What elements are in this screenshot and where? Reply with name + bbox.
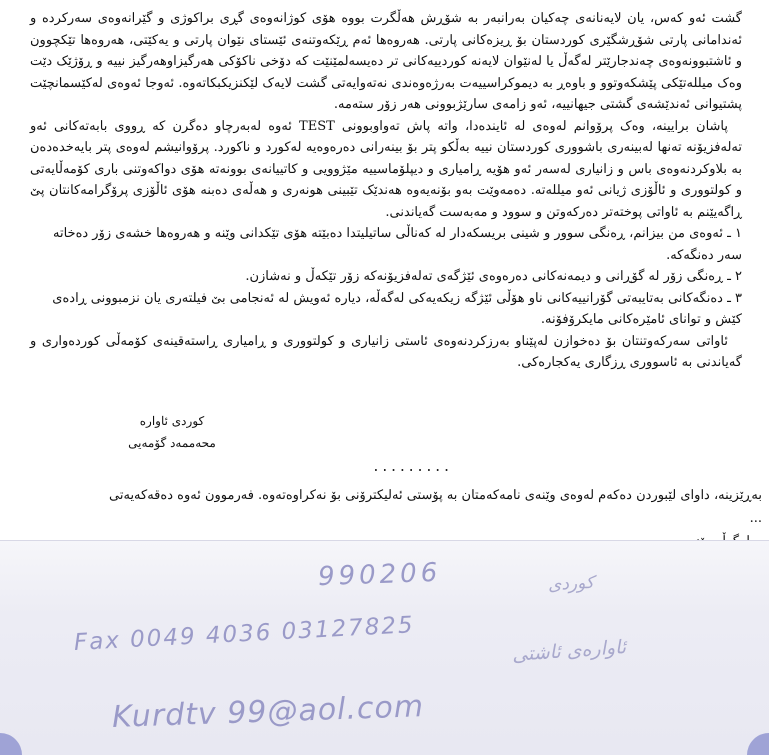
letter-paragraph-1: گشت ئەو کەس، یان لایەنانەی چەکیان بەرانبەر بە شۆڕش هەڵگرت بووە هۆی کوژانەوەی گڕی براکوژی و گێرانەوەی سەرکردە و ئەندامانی پارتی شۆڕشگێری کوردستان بۆ ڕیزەکانی پارتی. هەروەها ئەم ڕێکەوتنەی ئێستای نێوان پارتی و یەکێتی، هەروەها تێکچوون و ئاشتبوونەوەی چەندجارێتر لەگەڵ یا لەنێوان لایەنە کوردییەکانی تر دەیسەلمێنێت کە دۆخی ناکۆکی هەرگیزاوهەرگیز نییە و ڕۆژێک دێت وەک میللەتێکی پێشکەوتوو و باوەڕ بە دیموکراسییەت بەرژەوەندی نەتەوایەتی گشت لایەک لێکنزیکبکاتەوە. ئەوجا ئەوەی لەکێسمانچێت پشتیوانی ئەندێشەی گشتی جیهانییە، ئەو زامەی سارێژبوونی هەر زۆر ستەمە.	[30, 11, 742, 112]
letter-item-1: ١ ـ ئەوەی من بیزانم، ڕەنگی سوور و شینی بریسکەدار لە کەناڵی ساتیلیتدا دەبێتە هۆی تێکدانی وێنە و هەروەها خشەی زۆر دەخاتە سەر دەنگەکە.	[52, 226, 742, 263]
signature-block	[112, 410, 232, 454]
signature-line-1: کوردی ئاوارە	[139, 414, 205, 428]
fax-footer-rule	[0, 540, 769, 541]
handwritten-number: 990206	[317, 557, 442, 593]
letter-item-3: ٣ ـ دەنگەکانی بەتایبەتی گۆرانییەکانی ناو هۆڵی ئێژگە زیکەیەکی لەگەڵە، دیارە ئەویش لە ئەنجامی بێ فیلتەری یان نزمبوونی ڕادەی کێش و توانای ئامێرەکانی مایکرۆفۆنە.	[52, 290, 742, 327]
apology-note-line: بەڕێزینە، داوای لێبوردن دەکەم لەوەی وێنەی نامەکەمتان بە پۆستی ئەلیکترۆنی بۆ نەکراوەتەوە. فەرموون ئەوە دەقەکەیەتی ...	[109, 488, 762, 526]
letter-item-2: ٢ ـ ڕەنگی زۆر لە گۆڕانی و دیمەنەکانی دەرەوەی ئێژگەی تەلەفزیۆنەکە زۆر تێکەڵ و نەشازن.	[245, 269, 742, 284]
letter-paragraph-2: پاشان برایینە، وەک پرۆوانم لەوەی لە ئایندەدا، واتە پاش تەواوبوونی TEST ئەوە لەبەرچاو دەگرن کە ڕووی بابەتەکانی ئەو تەلەفزیۆنە تەنها لەبینەری باشووری کوردستان نییە بەڵکو پتر بۆ بینەرانی دەرەوەیە لەکورد و ناکورد. پرۆوانیشم لەوەی پتر بایەخدەدەن بە بلاوکردنەوەی باس و زانیاری لەسەر ئەو هۆیە ڕامیاری و دیپلۆماسییە مێژوویی و کاتییانەی بوونەتە هۆی دواکەوتنی باری کۆمەڵایەتی و کولتووری و ئاڵۆزی ژیانی ئەو میللەتە. دەمەوێت بەو بۆنەیەوە هەندێک تێبینی هونەری و هەڵەی دەبنە هۆی ئاڵۆزی پرۆگرامەکانتان پێ ڕاگەیێنم بە ئاواتی پوختەتر دەرکەوتن و سوود و مەبەست گەیاندنی.	[30, 118, 742, 220]
handwritten-fax-number: Fax 0049 4036 03127825	[73, 612, 416, 656]
letter-closing-paragraph: ئاواتی سەرکەوتنتان بۆ دەخوازن لەپێناو بەرزکردنەوەی ئاستی زانیاری و کولتووری و ڕامیاری ڕاستەقینەی کۆمەڵی کوردەواری و گەیاندنی بە ئاسووری ڕزگاری یەکجارەکی.	[30, 333, 742, 370]
handwritten-kurdish-word: کوردی	[547, 572, 595, 596]
signature-line-2: محەممەد گۆمەیی	[128, 436, 216, 450]
handwritten-kurdish-name: ئاوارەی ئاشتی	[511, 636, 627, 666]
letter-body	[30, 8, 742, 374]
handwritten-email: Kurdtv 99@aol.com	[111, 689, 425, 735]
section-divider: .........	[372, 460, 452, 475]
